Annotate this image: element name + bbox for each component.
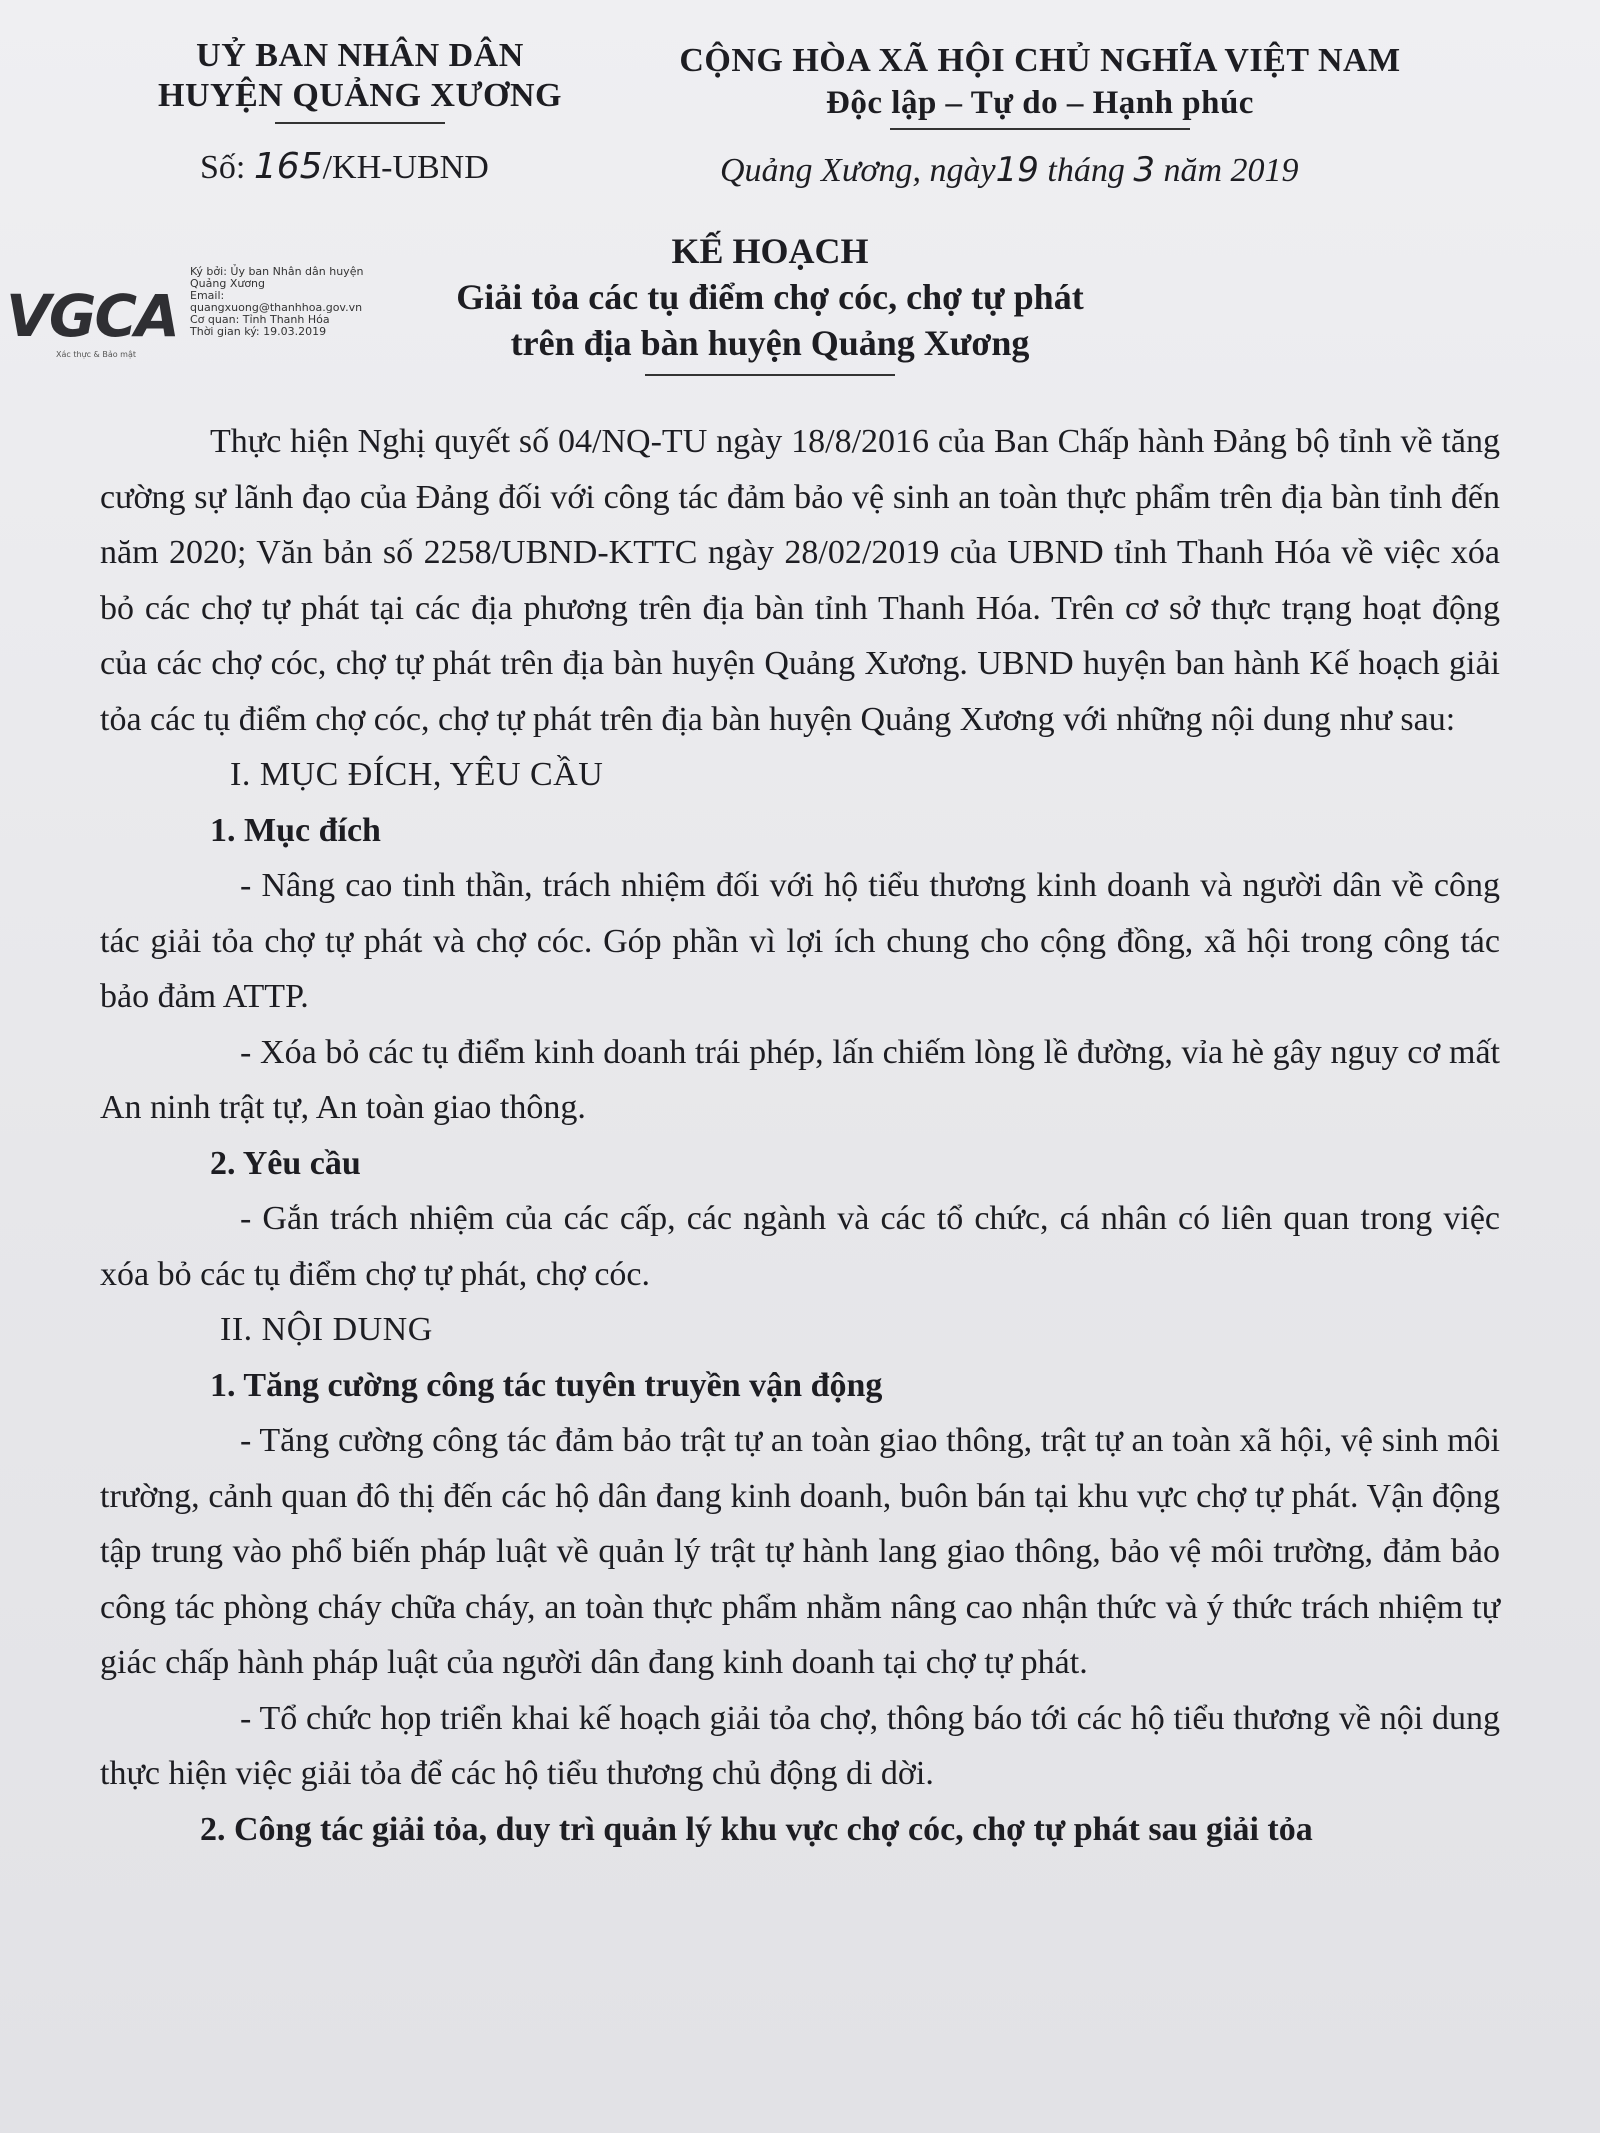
doc-number-suffix: /KH-UBND [322,149,489,186]
date-place: Quảng Xương, ngày [720,152,996,189]
subsection-1-1-heading: 1. Mục đích [210,811,381,849]
document-title [400,228,1140,376]
agency-line-2: HUYỆN QUẢNG XƯƠNG [158,77,562,114]
section-2-heading: II. NỘI DUNG [220,1311,433,1348]
motto-underline [890,128,1190,130]
digital-signature-stamp [0,262,390,372]
paragraph-1-2-a: - Gắn trách nhiệm của các cấp, các ngành và các tổ chức, cá nhân có liên quan trong việc xóa bỏ các tụ điểm chợ tự phát, chợ cóc. [100,1200,1500,1293]
title-sub-2: trên địa bàn huyện Quảng Xương [510,323,1030,363]
issuing-agency [120,36,600,124]
paragraph-2-1-b: - Tổ chức họp triển khai kế hoạch giải tỏa chợ, thông báo tới các hộ tiểu thương về nội dung thực hiện việc giải tỏa để các hộ tiểu thương chủ động di dời. [100,1699,1500,1792]
document-number [200,146,489,187]
section-1-heading: I. MỤC ĐÍCH, YÊU CẦU [230,756,604,793]
title-main: KẾ HOẠCH [671,231,869,271]
doc-number-prefix: Số: [200,149,254,186]
vgca-logo-subtitle: Xác thực & Bảo mật [56,350,136,359]
email-label: Email: [190,289,225,302]
agency-line-1: UỶ BAN NHÂN DÂN [196,37,524,74]
date-year: năm 2019 [1154,152,1299,189]
intro-paragraph: Thực hiện Nghị quyết số 04/NQ-TU ngày 18/8/2016 của Ban Chấp hành Đảng bộ tỉnh về tăng cường sự lãnh đạo của Đảng đối với công tác đảm bảo vệ sinh an toàn thực phẩm trên địa bàn tỉnh đến năm 2020; Văn bản số 2258/UBND-KTTC ngày 28/02/2019 của UBND tỉnh Thanh Hóa về việc xóa bỏ các chợ tự phát tại các địa phương trên địa bàn tỉnh Thanh Hóa. Trên cơ sở thực trạng hoạt động của các chợ cóc, chợ tự phát trên địa bàn huyện Quảng Xương. UBND huyện ban hành Kế hoạch giải tỏa các tụ điểm chợ cóc, chợ tự phát trên địa bàn huyện Quảng Xương với những nội dung như sau: [100,423,1500,738]
paragraph-2-1-a: - Tăng cường công tác đảm bảo trật tự an toàn giao thông, trật tự an toàn xã hội, vệ sinh môi trường, cảnh quan đô thị đến các hộ dân đang kinh doanh, buôn bán tại khu vực chợ tự phát. Vận động tập trung vào phổ biến pháp luật về quản lý trật tự hành lang giao thông, bảo vệ môi trường, đảm bảo công tác phòng cháy chữa cháy, an toàn thực phẩm nhằm nâng cao nhận thức và ý thức trách nhiệm tự giác chấp hành pháp luật của người dân đang kinh doanh tại chợ tự phát. [100,1422,1500,1681]
subsection-2-1-heading: 1. Tăng cường công tác tuyên truyền vận động [210,1366,883,1404]
signing-agency: Cơ quan: Tỉnh Thanh Hóa [190,313,330,326]
vgca-logo-icon: VGCA [6,282,178,350]
paragraph-1-1-b: - Xóa bỏ các tụ điểm kinh doanh trái phép, lấn chiếm lòng lề đường, vỉa hè gây nguy cơ mất An ninh trật tự, An toàn giao thông. [100,1033,1500,1126]
paragraph-1-1-a: - Nâng cao tinh thần, trách nhiệm đối với hộ tiểu thương kinh doanh và người dân về công tác giải tỏa chợ tự phát và chợ cóc. Góp phần vì lợi ích chung cho cộng đồng, xã hội trong công tác bảo đảm ATTP. [100,867,1500,1015]
signed-by: Ký bởi: Ủy ban Nhân dân huyện Quảng Xương [190,265,364,290]
subsection-1-2-heading: 2. Yêu cầu [210,1144,361,1182]
national-heading [640,40,1440,130]
title-sub-1: Giải tỏa các tụ điểm chợ cóc, chợ tự phát [456,277,1084,317]
date-month-label: tháng [1038,152,1134,189]
doc-number-handwritten: 165 [253,146,323,187]
date-month: 3 [1133,150,1155,190]
country-name: CỘNG HÒA XÃ HỘI CHỦ NGHĨA VIỆT NAM [679,42,1401,79]
agency-underline [275,122,445,124]
title-underline [645,374,895,376]
signature-info [190,266,390,338]
national-motto: Độc lập – Tự do – Hạnh phúc [826,85,1254,121]
date-day: 19 [995,150,1039,190]
issue-date [720,150,1299,190]
email-address: quangxuong@thanhhoa.gov.vn [190,301,363,314]
document-body [100,414,1500,1857]
subsection-2-2-heading: 2. Công tác giải tỏa, duy trì quản lý khu vực chợ cóc, chợ tự phát sau giải tỏa [200,1810,1313,1848]
signing-time: Thời gian ký: 19.03.2019 [190,325,327,338]
